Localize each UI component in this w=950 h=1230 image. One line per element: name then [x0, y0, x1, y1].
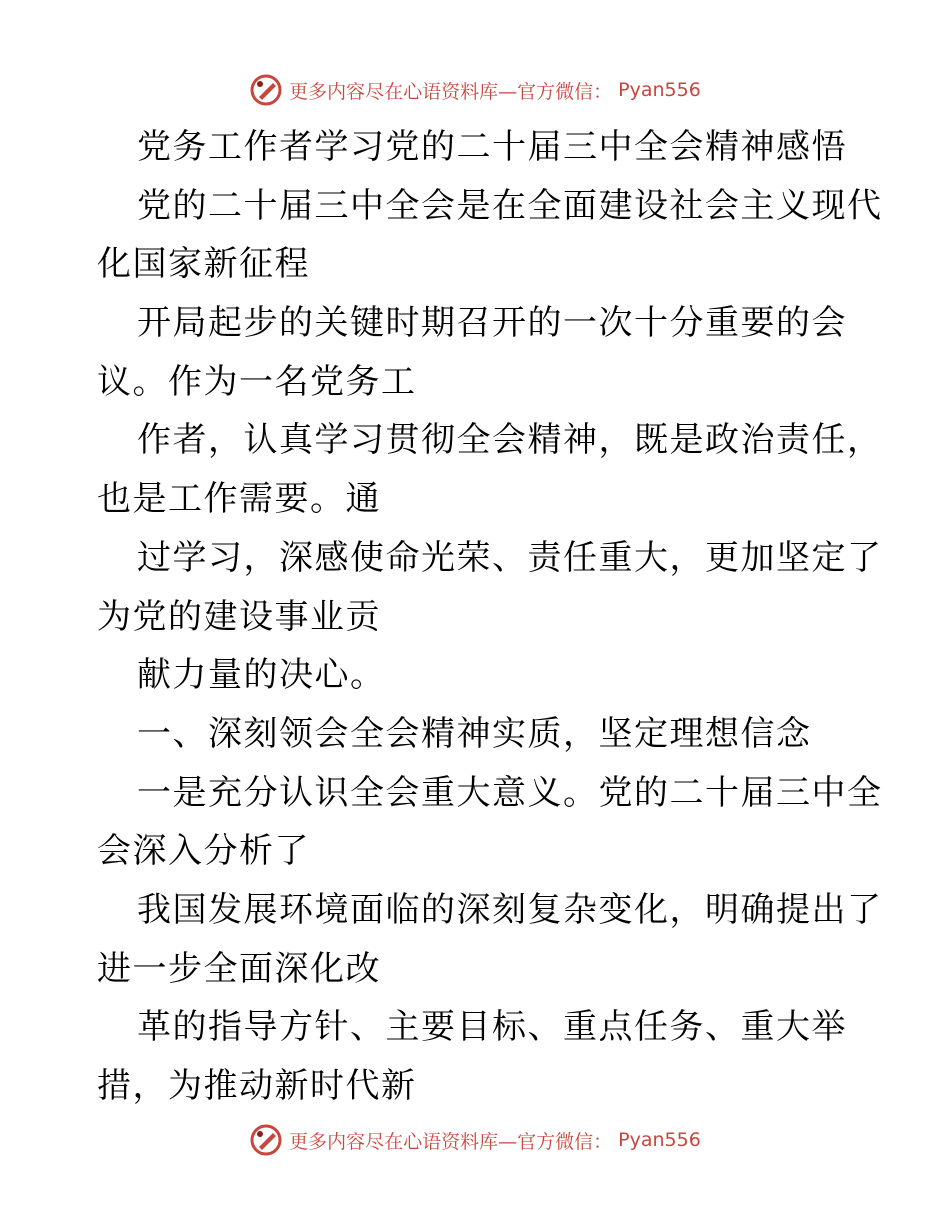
text-line: 也是工作需要。通 [97, 479, 381, 520]
logo-icon [249, 1123, 283, 1157]
text-line: 措，为推动新时代新 [97, 1066, 417, 1106]
watermark-text: 更多内容尽在心语资料库—官方微信： [289, 80, 613, 103]
watermark-wechat-id: Pyan556 [618, 79, 701, 101]
text-line: 开局起步的关键时期召开的一次十分重要的会 [137, 303, 847, 344]
watermark-wechat-id: Pyan556 [618, 1129, 701, 1151]
text-line: 作者，认真学习贯彻全会精神，既是政治责任， [137, 420, 883, 461]
header-watermark [0, 70, 950, 110]
section-heading: 一、深刻领会全会精神实质，坚定理想信念 [137, 713, 812, 754]
text-line: 为党的建设事业贡 [97, 596, 381, 637]
footer-watermark [0, 1120, 950, 1160]
text-line: 进一步全面深化改 [97, 948, 381, 989]
text-line: 化国家新征程 [97, 244, 310, 285]
document-title: 党务工作者学习党的二十届三中全会精神感悟 [137, 127, 847, 167]
text-line: 会深入分析了 [97, 831, 310, 872]
text-line: 过学习，深感使命光荣、责任重大，更加坚定了 [137, 537, 883, 578]
document-body [97, 118, 883, 1116]
text-line: 我国发展环境面临的深刻复杂变化，明确提出了 [137, 889, 883, 930]
logo-icon [249, 73, 283, 107]
text-line: 革的指导方针、主要目标、重点任务、重大举 [137, 1007, 847, 1048]
text-line: 献力量的决心。 [137, 655, 386, 696]
text-line: 党的二十届三中全会是在全面建设社会主义现代 [137, 185, 883, 226]
watermark-text: 更多内容尽在心语资料库—官方微信： [289, 1130, 613, 1153]
text-line: 一是充分认识全会重大意义。党的二十届三中全 [137, 772, 883, 813]
text-line: 议。作为一名党务工 [97, 361, 417, 402]
